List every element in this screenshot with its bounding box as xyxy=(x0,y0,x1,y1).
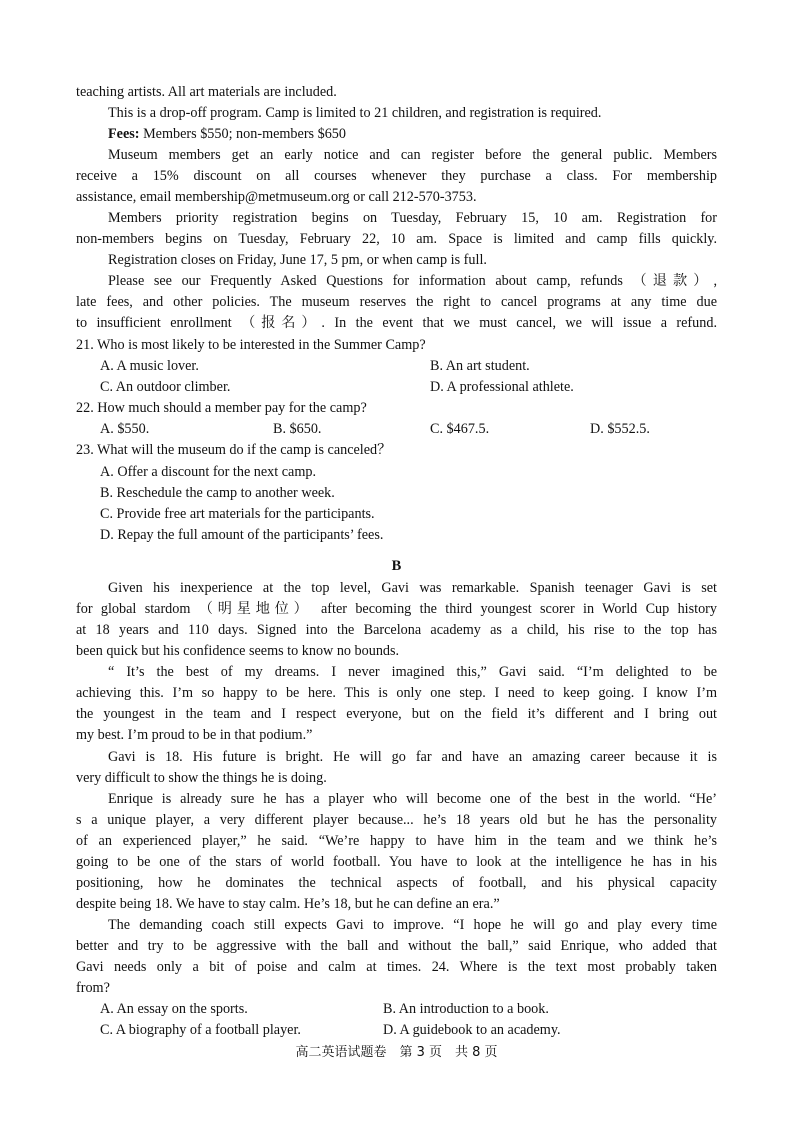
passage-b-line: “ It’s the best of my dreams. I never imagined this,” Gavi said. “I’m delighted to be xyxy=(108,664,717,680)
question-23-option-b: B. Reschedule the camp to another week. xyxy=(100,485,335,501)
passage-b-line: my best. I’m proud to be in that podium.” xyxy=(76,727,313,743)
passage-b-line: Gavi is 18. His future is bright. He will go far and have an amazing career because it is xyxy=(108,749,717,765)
passage-b-line: Enrique is already sure he has a player who will become one of the best in the world. “He’ xyxy=(108,791,717,807)
question-22-option-c: C. $467.5. xyxy=(430,421,490,437)
question-22-stem: 22. How much should a member pay for the camp? xyxy=(76,400,367,416)
passage-a-line: receive a 15% discount on all courses whenever they purchase a class. For membership xyxy=(76,168,717,184)
passage-b-line: better and try to be aggressive with the ball and without the ball,” said Enrique, who added that xyxy=(76,938,717,954)
question-21-option-d: D. A professional athlete. xyxy=(430,379,574,395)
passage-b-line: for global stardom （明星地位） after becoming the third youngest scorer in World Cup history xyxy=(76,601,717,617)
question-21-option-a: A. A music lover. xyxy=(100,358,199,374)
question-24-option-b: B. An introduction to a book. xyxy=(383,1001,549,1017)
passage-a-line: assistance, email membership@metmuseum.org or call 212-570-3753. xyxy=(76,189,477,205)
passage-b-line: Given his inexperience at the top level, Gavi was remarkable. Spanish teenager Gavi is set xyxy=(108,580,717,596)
passage-b-line: going to be one of the stars of world football. You have to look at the intelligence he has in his xyxy=(76,854,717,870)
passage-a-line: non-members begins on Tuesday, February 22, 10 am. Space is limited and camp fills quickly. xyxy=(76,231,717,247)
passage-b-line: despite being 18. We have to stay calm. He’s 18, but he can define an era.” xyxy=(76,896,500,912)
passage-b-line: the youngest in the team and I respect everyone, but on the field it’s different and I bring out xyxy=(76,706,717,722)
fees-line xyxy=(108,124,717,144)
fees-label: Fees: xyxy=(108,126,140,142)
passage-a-line: teaching artists. All art materials are included. xyxy=(76,84,337,100)
passage-b-line: of an experienced player,” he said. “We’re happy to have him in the team and we think he’s xyxy=(76,833,717,849)
question-24-option-c: C. A biography of a football player. xyxy=(100,1022,301,1038)
question-23-option-d: D. Repay the full amount of the participants’ fees. xyxy=(100,527,384,543)
passage-b-line: The demanding coach still expects Gavi to improve. “I hope he will go and play every time xyxy=(108,917,717,933)
passage-b-line: achieving this. I’m so happy to be here. This is only one step. I need to keep going. I know I’m xyxy=(76,685,717,701)
question-21-option-b: B. An art student. xyxy=(430,358,530,374)
question-22-option-b: B. $650. xyxy=(273,421,322,437)
passage-b-line: s a unique player, a very different player because... he’s 18 years old but he has the personality xyxy=(76,812,717,828)
section-b-heading: B xyxy=(391,558,402,574)
question-24-option-a: A. An essay on the sports. xyxy=(100,1001,248,1017)
passage-b-line: been quick but his confidence seems to know no bounds. xyxy=(76,643,400,659)
passage-b-line: very difficult to show the things he is doing. xyxy=(76,770,327,786)
question-23-option-c: C. Provide free art materials for the participants. xyxy=(100,506,375,522)
passage-a-line: to insufficient enrollment （报名）. In the event that we must cancel, we will issue a refund. xyxy=(76,315,717,331)
page-footer: 高二英语试题卷 第 3 页 共 8 页 xyxy=(295,1045,498,1060)
passage-b-line: positioning, how he dominates the technical aspects of football, and his physical capacity xyxy=(76,875,717,891)
passage-b-line: Gavi needs only a bit of poise and calm at times. 24. Where is the text most probably taken xyxy=(76,959,717,975)
passage-a-line: late fees, and other policies. The museum reserves the right to cancel programs at any time due xyxy=(76,294,717,310)
passage-a-paragraph: This is a drop-off program. Camp is limited to 21 children, and registration is required. xyxy=(108,105,602,121)
question-21-stem: 21. Who is most likely to be interested in the Summer Camp? xyxy=(76,337,426,353)
question-23-stem: 23. What will the museum do if the camp is canceled？ xyxy=(76,442,392,458)
question-21-option-c: C. An outdoor climber. xyxy=(100,379,231,395)
passage-a-line: Registration closes on Friday, June 17, 5 pm, or when camp is full. xyxy=(108,252,487,268)
passage-a-line: Members priority registration begins on Tuesday, February 15, 10 am. Registration for xyxy=(108,210,717,226)
question-24-option-d: D. A guidebook to an academy. xyxy=(383,1022,561,1038)
passage-b-line: from? xyxy=(76,980,110,996)
passage-a-line: Please see our Frequently Asked Questions for information about camp, refunds （退款）, xyxy=(108,273,717,289)
question-23-option-a: A. Offer a discount for the next camp. xyxy=(100,464,317,480)
fees-value: Members $550; non-members $650 xyxy=(139,126,346,142)
question-22-option-a: A. $550. xyxy=(100,421,150,437)
question-22-option-d: D. $552.5. xyxy=(590,421,650,437)
passage-b-line: at 18 years and 110 days. Signed into the Barcelona academy as a child, his rise to the top has xyxy=(76,622,717,638)
passage-a-line: Museum members get an early notice and can register before the general public. Members xyxy=(108,147,717,163)
